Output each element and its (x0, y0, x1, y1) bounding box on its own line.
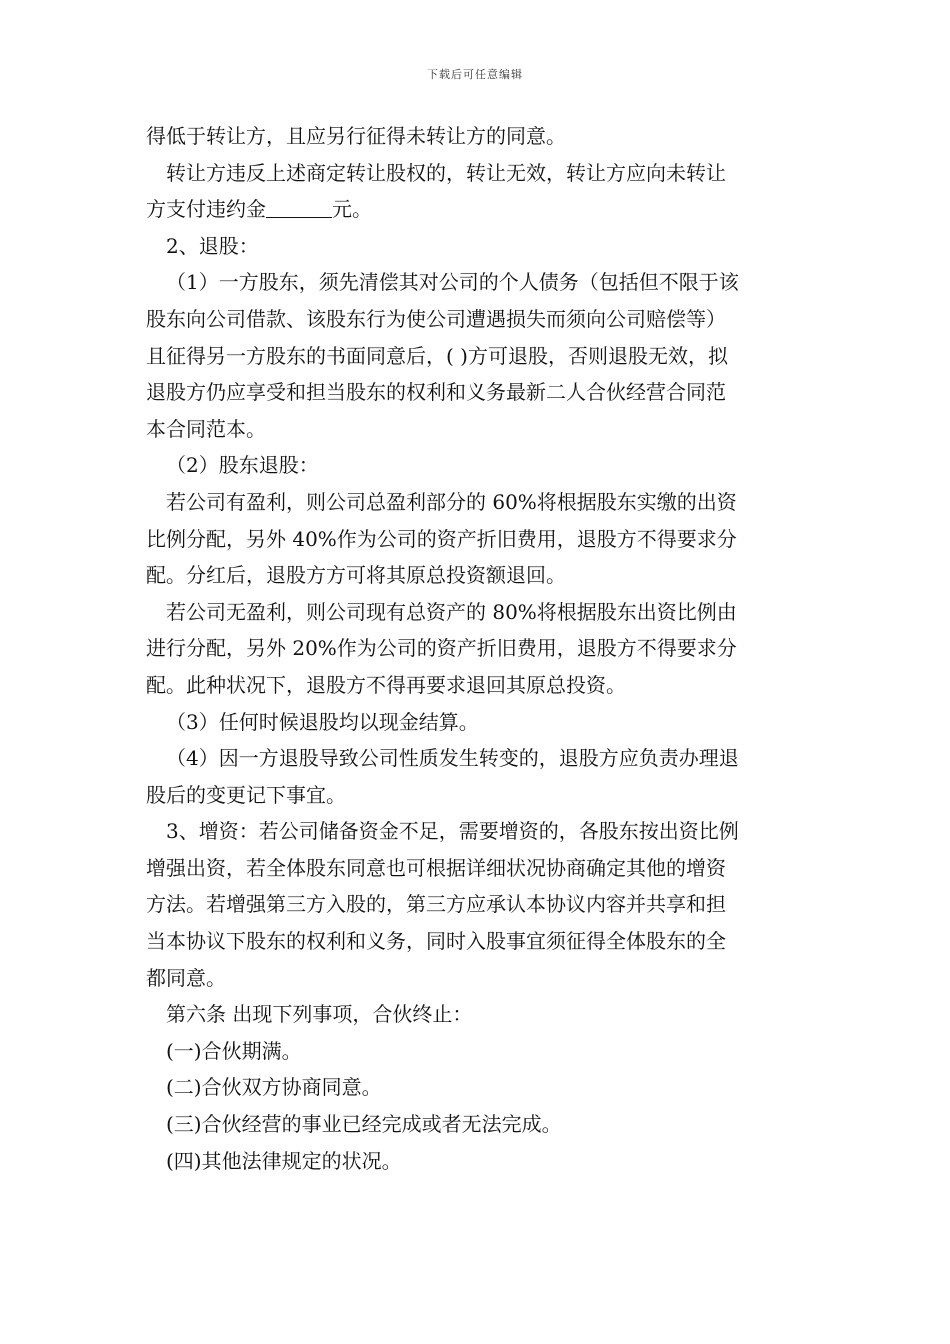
line-suffix: 元。 (332, 197, 372, 222)
article-heading: 第六条 出现下列事项，合伙终止： (166, 1002, 473, 1027)
paragraph-line: （1）一方股东，须先清偿其对公司的个人债务（包括但不限于该 (166, 270, 739, 295)
paragraph-line: 股后的变更记下事宜。 (146, 782, 346, 807)
document-body (146, 118, 808, 1179)
paragraph-line: 都同意。 (146, 965, 226, 990)
fill-in-blank (266, 197, 332, 218)
paragraph-line: 配。分红后，退股方方可将其原总投资额退回。 (146, 563, 566, 588)
paragraph-line: 若公司无盈利，则公司现有总资产的 80%将根据股东出资比例由 (166, 599, 737, 624)
list-item: (三)合伙经营的事业已经完成或者无法完成。 (166, 1112, 562, 1137)
paragraph-line: 若公司有盈利，则公司总盈利部分的 60%将根据股东实缴的出资 (166, 489, 737, 514)
page-header: 下载后可任意编辑 (427, 68, 523, 81)
sub-heading: （2）股东退股： (166, 453, 319, 478)
paragraph-line: 进行分配，另外 20%作为公司的资产折旧费用，退股方不得要求分 (146, 636, 737, 661)
paragraph-line: 且征得另一方股东的书面同意后，( )方可退股，否则退股无效，拟 (146, 343, 728, 368)
line-text: 方支付违约金 (146, 197, 266, 222)
list-item: (四)其他法律规定的状况。 (166, 1148, 402, 1173)
paragraph-line: 得低于转让方，且应另行征得未转让方的同意。 (146, 124, 566, 148)
paragraph-line: 转让方违反上述商定转让股权的，转让无效，转让方应向未转让 (166, 160, 726, 185)
section-heading: 2、退股： (166, 233, 259, 258)
paragraph-line: （3）任何时候退股均以现金结算。 (166, 709, 479, 734)
paragraph-line-with-blank (146, 191, 808, 228)
paragraph-line: 比例分配，另外 40%作为公司的资产折旧费用，退股方不得要求分 (146, 526, 737, 551)
paragraph-line: 配。此种状况下，退股方不得再要求退回其原总投资。 (146, 672, 626, 697)
paragraph-line: 当本协议下股东的权利和义务，同时入股事宜须征得全体股东的全 (146, 929, 726, 954)
paragraph-line: 3、增资：若公司储备资金不足，需要增资的，各股东按出资比例 (166, 819, 739, 844)
paragraph-line: 退股方仍应享受和担当股东的权利和义务最新二人合伙经营合同范 (146, 380, 726, 405)
list-item: (一)合伙期满。 (166, 1038, 302, 1063)
paragraph-line: 增强出资，若全体股东同意也可根据详细状况协商确定其他的增资 (146, 855, 726, 880)
paragraph-line: 方法。若增强第三方入股的，第三方应承认本协议内容并共享和担 (146, 892, 726, 917)
paragraph-line: 股东向公司借款、该股东行为使公司遭遇损失而须向公司赔偿等） (146, 306, 726, 331)
paragraph-line: （4）因一方退股导致公司性质发生转变的，退股方应负责办理退 (166, 746, 739, 771)
list-item: (二)合伙双方协商同意。 (166, 1075, 382, 1100)
paragraph-line: 本合同范本。 (146, 416, 266, 441)
